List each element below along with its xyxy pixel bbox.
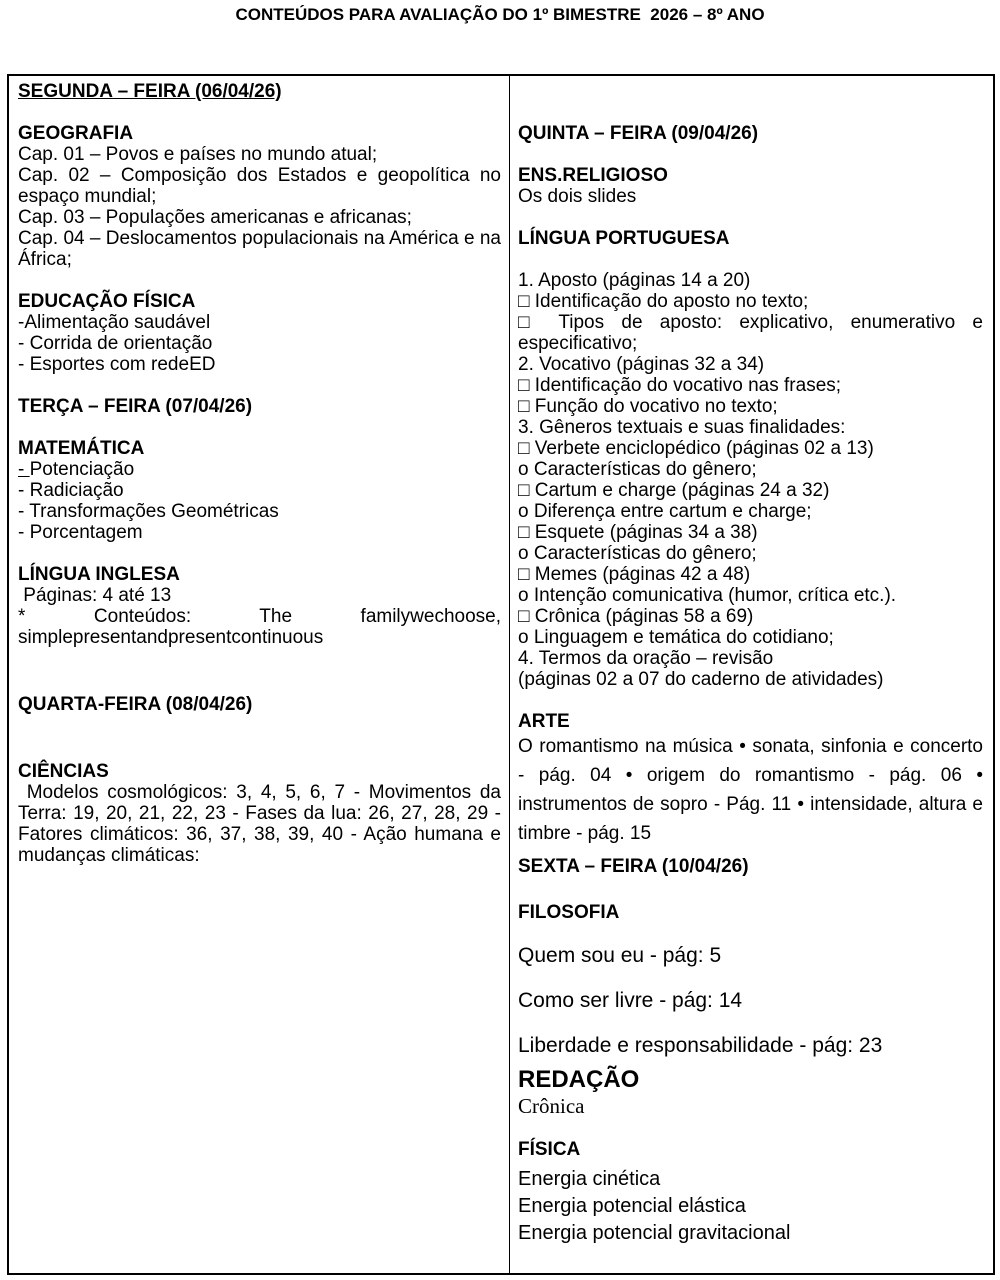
text-line: - Corrida de orientação bbox=[18, 333, 213, 354]
day-heading: SEXTA – FEIRA (10/04/26) bbox=[518, 856, 749, 877]
text-line: □ Verbete enciclopédico (páginas 02 a 13) bbox=[518, 438, 874, 459]
day-heading: SEGUNDA – FEIRA (06/04/26) bbox=[18, 81, 282, 102]
spacer bbox=[518, 144, 983, 165]
text-line: 2. Vocativo (páginas 32 a 34) bbox=[518, 354, 765, 375]
subject-heading: EDUCAÇÃO FÍSICA bbox=[18, 291, 196, 312]
subject-heading: LÍNGUA INGLESA bbox=[18, 564, 180, 585]
text-line: * Conteúdos: The familywechoose, simplepresentandpresentcontinuous bbox=[18, 606, 501, 648]
subject-heading: ENS.RELIGIOSO bbox=[518, 165, 668, 186]
day-heading: TERÇA – FEIRA (07/04/26) bbox=[18, 396, 253, 417]
spacer bbox=[518, 81, 983, 102]
text-line: - Esportes com redeED bbox=[18, 354, 216, 375]
text-line: 3. Gêneros textuais e suas finalidades: bbox=[518, 417, 846, 438]
spacer bbox=[518, 207, 983, 228]
text-line: □ Tipos de aposto: explicativo, enumerativo e especificativo; bbox=[518, 312, 983, 354]
spacer bbox=[18, 102, 501, 123]
text-line: - Transformações Geométricas bbox=[18, 501, 279, 522]
text-line: Cap. 04 – Deslocamentos populacionais na América e na África; bbox=[18, 228, 501, 270]
subject-heading: FILOSOFIA bbox=[518, 902, 620, 923]
text-line: - Porcentagem bbox=[18, 522, 143, 543]
text-line: o Características do gênero; bbox=[518, 543, 757, 564]
text-line: □ Crônica (páginas 58 a 69) bbox=[518, 606, 754, 627]
spacer bbox=[18, 736, 501, 757]
content-table bbox=[7, 74, 995, 1275]
spacer bbox=[518, 102, 983, 123]
spacer bbox=[18, 270, 501, 291]
text-line: Os dois slides bbox=[518, 186, 637, 207]
subject-heading: FÍSICA bbox=[518, 1139, 581, 1160]
subject-heading: GEOGRAFIA bbox=[18, 123, 134, 144]
spacer bbox=[518, 690, 983, 711]
day-heading: QUINTA – FEIRA (09/04/26) bbox=[518, 123, 759, 144]
subject-heading: CIÊNCIAS bbox=[18, 761, 109, 782]
text-line: REDAÇÃO bbox=[518, 1066, 640, 1093]
text-line: Energia potencial elástica bbox=[518, 1195, 746, 1217]
spacer bbox=[18, 715, 501, 736]
spacer bbox=[518, 968, 983, 989]
text-line: Energia potencial gravitacional bbox=[518, 1222, 791, 1244]
subject-heading: MATEMÁTICA bbox=[18, 438, 145, 459]
spacer bbox=[18, 375, 501, 396]
table-column-left bbox=[9, 76, 510, 1273]
spacer bbox=[518, 1058, 983, 1066]
text-line: o Intenção comunicativa (humor, crítica etc.). bbox=[518, 585, 897, 606]
text-line: - Potenciação bbox=[18, 459, 135, 480]
text-line: (páginas 02 a 07 do caderno de atividades) bbox=[518, 669, 884, 690]
text-line: -Alimentação saudável bbox=[18, 312, 211, 333]
spacer bbox=[518, 848, 983, 856]
text-line: Páginas: 4 até 13 bbox=[18, 585, 172, 606]
text-line: o Diferença entre cartum e charge; bbox=[518, 501, 812, 522]
table-column-right bbox=[510, 76, 993, 1273]
page-title: CONTEÚDOS PARA AVALIAÇÃO DO 1º BIMESTRE 2026 – 8º ANO bbox=[235, 5, 765, 24]
text-line: □ Identificação do aposto no texto; bbox=[518, 291, 809, 312]
text-line: □ Função do vocativo no texto; bbox=[518, 396, 778, 417]
spacer bbox=[18, 543, 501, 564]
text-line: 4. Termos da oração – revisão bbox=[518, 648, 774, 669]
text-line: Liberdade e responsabilidade - pág: 23 bbox=[518, 1034, 883, 1057]
spacer bbox=[18, 648, 501, 669]
text-line: O romantismo na música • sonata, sinfonia e concerto - pág. 04 • origem do romantismo - pág. 06 • instrumentos de sopro - Pág. 11 • intensidade, altura e timbre - pág. 15 bbox=[518, 736, 983, 844]
spacer bbox=[518, 1118, 983, 1139]
text-line: □ Cartum e charge (páginas 24 a 32) bbox=[518, 480, 830, 501]
text-line: Cap. 03 – Populações americanas e africanas; bbox=[18, 207, 412, 228]
text-line: □ Esquete (páginas 34 a 38) bbox=[518, 522, 758, 543]
text-line: o Linguagem e temática do cotidiano; bbox=[518, 627, 834, 648]
spacer bbox=[518, 249, 983, 270]
text-line: - Radiciação bbox=[18, 480, 124, 501]
text-line: o Características do gênero; bbox=[518, 459, 757, 480]
subject-heading: ARTE bbox=[518, 711, 570, 732]
spacer bbox=[518, 877, 983, 902]
spacer bbox=[518, 1013, 983, 1034]
spacer bbox=[518, 923, 983, 944]
text-line: Como ser livre - pág: 14 bbox=[518, 989, 743, 1012]
text-line: Energia cinética bbox=[518, 1168, 661, 1190]
text-line: □ Memes (páginas 42 a 48) bbox=[518, 564, 751, 585]
spacer bbox=[18, 417, 501, 438]
text-line: Crônica bbox=[518, 1094, 585, 1118]
subject-heading: LÍNGUA PORTUGUESA bbox=[518, 228, 730, 249]
text-line: Quem sou eu - pág: 5 bbox=[518, 944, 722, 967]
text-line: Cap. 01 – Povos e países no mundo atual; bbox=[18, 144, 378, 165]
text-line: Modelos cosmológicos: 3, 4, 5, 6, 7 - Movimentos da Terra: 19, 20, 21, 22, 23 - Fases da lua: 26, 27, 28, 29 - Fatores climáticos: 36, 37, 38, 39, 40 - Ação humana e mudanças climáticas: bbox=[18, 782, 501, 866]
text-line: □ Identificação do vocativo nas frases; bbox=[518, 375, 842, 396]
day-heading: QUARTA-FEIRA (08/04/26) bbox=[18, 694, 253, 715]
spacer bbox=[18, 669, 501, 690]
text-line: 1. Aposto (páginas 14 a 20) bbox=[518, 270, 751, 291]
text-line: Cap. 02 – Composição dos Estados e geopolítica no espaço mundial; bbox=[18, 165, 501, 207]
